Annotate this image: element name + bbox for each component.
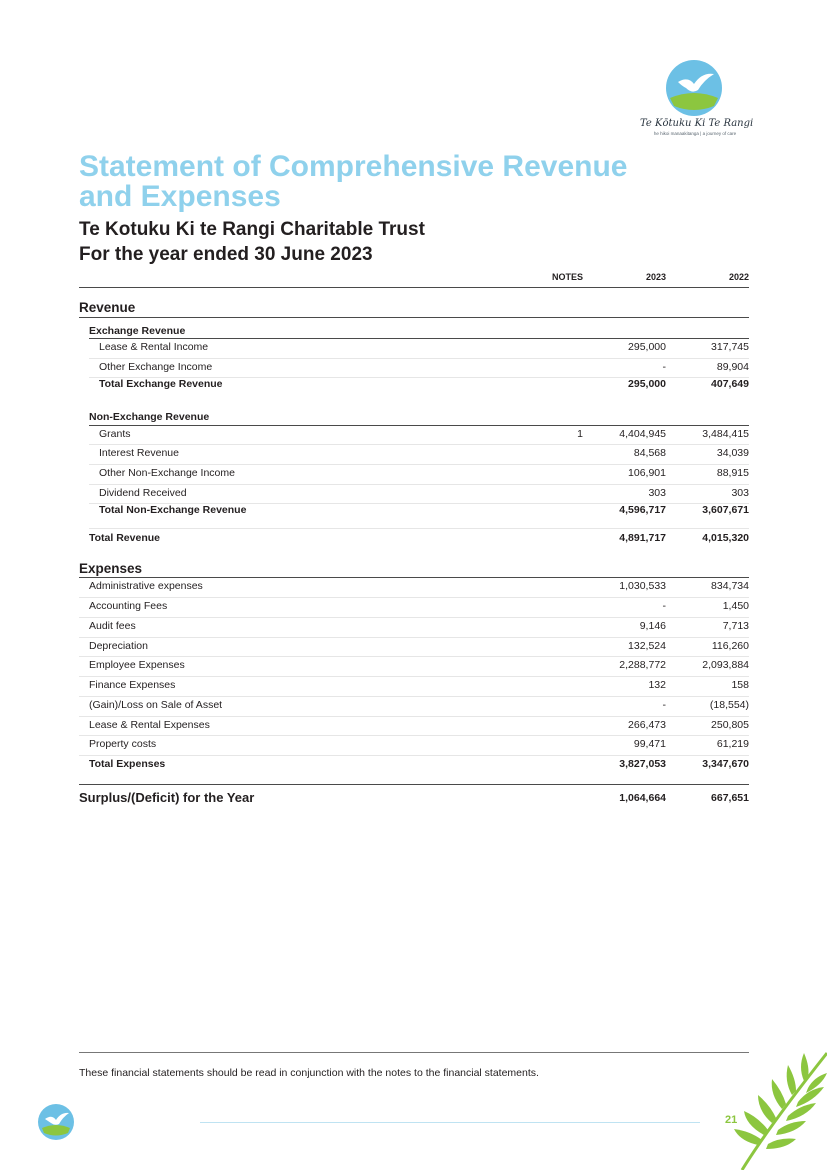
surplus-row xyxy=(0,790,827,810)
column-header-2023: 2023 xyxy=(645,272,666,282)
value-2022: 3,347,670 xyxy=(702,758,749,770)
row-label: Administrative expenses xyxy=(89,580,203,592)
footer-divider xyxy=(200,1122,700,1123)
row-label: Dividend Received xyxy=(99,487,187,499)
value-2022: 250,805 xyxy=(711,719,749,731)
note-reference: 1 xyxy=(577,428,583,440)
reporting-period: For the year ended 30 June 2023 xyxy=(79,244,373,265)
value-2022: 1,450 xyxy=(722,600,749,612)
row-label: Total Revenue xyxy=(89,532,160,544)
column-header-2022: 2022 xyxy=(728,272,749,282)
value-2023: 9,146 xyxy=(639,620,666,632)
value-2023: - xyxy=(662,699,666,711)
value-2023: 99,471 xyxy=(633,738,666,750)
header-rule xyxy=(79,287,749,288)
table-row xyxy=(0,487,827,503)
total-row xyxy=(0,758,827,774)
table-row xyxy=(0,580,827,596)
value-2023: 3,827,053 xyxy=(619,758,666,770)
row-divider xyxy=(89,484,749,485)
value-2023: 266,473 xyxy=(628,719,666,731)
table-row xyxy=(0,361,827,377)
value-2022: 34,039 xyxy=(716,447,749,459)
section-heading-expenses: Expenses xyxy=(79,561,143,576)
row-label: Other Exchange Income xyxy=(99,361,213,373)
fern-decoration-icon xyxy=(730,1045,827,1170)
table-row xyxy=(0,738,827,754)
row-label: Employee Expenses xyxy=(89,659,185,671)
value-2023: 4,404,945 xyxy=(619,428,666,440)
footer-note: These financial statements should be read in conjunction with the notes to the financial statements. xyxy=(79,1067,539,1079)
table-row xyxy=(0,600,827,616)
value-2023: 132,524 xyxy=(628,640,666,652)
row-label: Depreciation xyxy=(89,640,148,652)
value-2022: 116,260 xyxy=(711,640,749,652)
table-row xyxy=(0,341,827,357)
row-label: Grants xyxy=(99,428,131,440)
row-label: (Gain)/Loss on Sale of Asset xyxy=(89,699,223,711)
footer-rule xyxy=(79,1052,749,1053)
value-2022: (18,554) xyxy=(709,699,749,711)
row-label: Surplus/(Deficit) for the Year xyxy=(79,790,255,805)
section-heading-revenue: Revenue xyxy=(79,300,136,315)
table-row xyxy=(0,447,827,463)
value-2023: 106,901 xyxy=(628,467,666,479)
section-rule xyxy=(79,317,749,318)
value-2022: 2,093,884 xyxy=(702,659,749,671)
row-divider xyxy=(79,735,749,736)
value-2022: 158 xyxy=(731,679,749,691)
value-2023: 295,000 xyxy=(628,378,666,390)
row-divider xyxy=(89,358,749,359)
table-row xyxy=(0,679,827,695)
row-divider xyxy=(79,637,749,638)
value-2023: 4,891,717 xyxy=(619,532,666,544)
row-label: Lease & Rental Expenses xyxy=(89,719,210,731)
group-rule xyxy=(89,425,749,426)
table-row xyxy=(0,640,827,656)
group-rule xyxy=(89,338,749,339)
value-2023: - xyxy=(662,361,666,373)
value-2022: 3,484,415 xyxy=(702,428,749,440)
row-divider xyxy=(89,528,749,529)
row-label: Property costs xyxy=(89,738,157,750)
kotuku-bird-footer-icon xyxy=(37,1103,75,1141)
row-label: Audit fees xyxy=(89,620,136,632)
logo-tagline: he hikoi manaakitanga | a journey of care xyxy=(653,131,737,136)
value-2022: 61,219 xyxy=(716,738,749,750)
table-row xyxy=(0,620,827,636)
value-2023: 132 xyxy=(648,679,666,691)
surplus-rule xyxy=(79,784,749,785)
subtotal-row xyxy=(0,378,827,394)
row-label: Total Exchange Revenue xyxy=(99,378,223,390)
value-2022: 407,649 xyxy=(711,378,749,390)
section-rule xyxy=(79,577,749,578)
row-label: Finance Expenses xyxy=(89,679,176,691)
row-divider xyxy=(79,755,749,756)
value-2023: 4,596,717 xyxy=(619,504,666,516)
row-label: Lease & Rental Income xyxy=(99,341,209,353)
organization-logo xyxy=(640,58,754,140)
row-divider xyxy=(89,464,749,465)
value-2023: 1,030,533 xyxy=(619,580,666,592)
value-2022: 834,734 xyxy=(711,580,749,592)
logo-name: Te Kōtuku Ki Te Rangi xyxy=(640,118,754,129)
organization-name: Te Kotuku Ki te Rangi Charitable Trust xyxy=(79,219,425,240)
total-row xyxy=(0,532,827,548)
row-divider xyxy=(79,617,749,618)
value-2022: 88,915 xyxy=(716,467,749,479)
value-2022: 303 xyxy=(731,487,749,499)
table-row xyxy=(0,719,827,735)
value-2023: - xyxy=(662,600,666,612)
row-label: Total Expenses xyxy=(89,758,166,770)
column-header-notes: NOTES xyxy=(551,272,583,282)
table-row xyxy=(0,699,827,715)
row-divider xyxy=(79,716,749,717)
value-2022: 317,745 xyxy=(711,341,749,353)
row-label: Accounting Fees xyxy=(89,600,168,612)
value-2023: 303 xyxy=(648,487,666,499)
row-divider xyxy=(79,676,749,677)
group-heading-non-exchange-revenue: Non-Exchange Revenue xyxy=(89,411,210,423)
page-number: 21 xyxy=(725,1114,738,1126)
value-2023: 1,064,664 xyxy=(619,792,666,804)
page-title: Statement of Comprehensive Revenue and Expenses xyxy=(79,150,628,213)
subtotal-row xyxy=(0,504,827,520)
value-2023: 295,000 xyxy=(628,341,666,353)
value-2022: 89,904 xyxy=(716,361,749,373)
value-2023: 2,288,772 xyxy=(619,659,666,671)
table-row xyxy=(0,467,827,483)
table-row xyxy=(0,428,827,444)
value-2022: 7,713 xyxy=(722,620,749,632)
row-divider xyxy=(79,597,749,598)
value-2022: 667,651 xyxy=(711,792,749,804)
table-row xyxy=(0,659,827,675)
row-divider xyxy=(89,444,749,445)
value-2022: 4,015,320 xyxy=(702,532,749,544)
row-divider xyxy=(79,696,749,697)
value-2022: 3,607,671 xyxy=(702,504,749,516)
kotuku-bird-logo-icon xyxy=(664,58,724,118)
group-heading-exchange-revenue: Exchange Revenue xyxy=(89,325,186,337)
row-label: Interest Revenue xyxy=(99,447,179,459)
row-label: Other Non-Exchange Income xyxy=(99,467,235,479)
value-2023: 84,568 xyxy=(633,447,666,459)
row-divider xyxy=(79,656,749,657)
row-label: Total Non-Exchange Revenue xyxy=(99,504,247,516)
